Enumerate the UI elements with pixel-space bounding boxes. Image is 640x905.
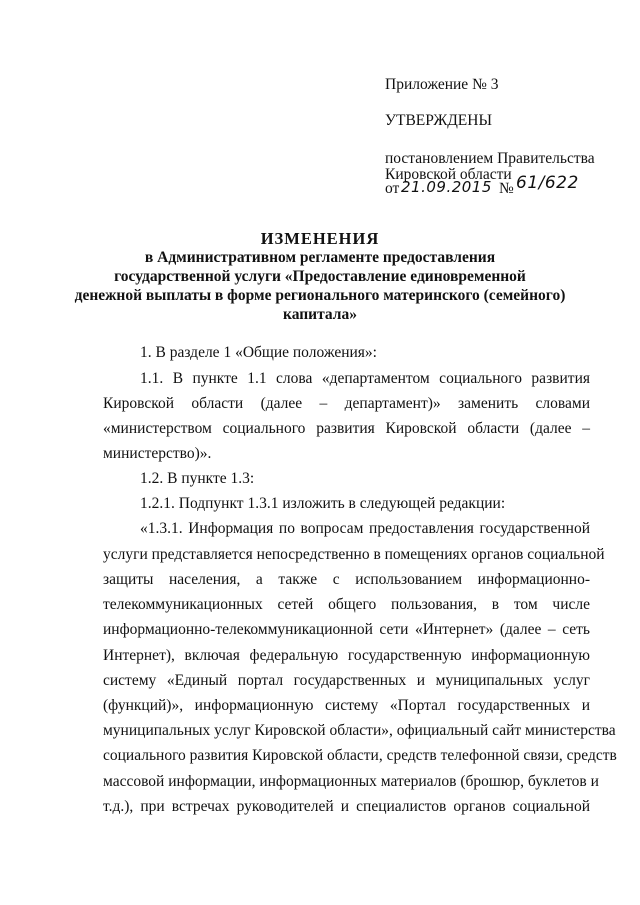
body-line: информационно-телекоммуникационной сети «Интернет» (далее – сеть [103, 621, 590, 638]
title-line-4: капитала» [283, 306, 357, 323]
approved-label: УТВЕРЖДЕНЫ [385, 112, 492, 129]
body-line: 1. В разделе 1 «Общие положения»: [140, 344, 377, 361]
resolution-line-2: Кировской области [385, 166, 512, 183]
body-line: защиты населения, а также с использованием информационно- [103, 571, 590, 588]
body-line: т.д.), при встречах руководителей и специалистов органов социальной [103, 798, 590, 815]
body-line: 1.2.1. Подпункт 1.3.1 изложить в следующей редакции: [140, 495, 506, 512]
appendix-label: Приложение № 3 [385, 76, 499, 93]
body-line: социального развития Кировской области, средств телефонной связи, средств [103, 747, 617, 764]
body-line: телекоммуникационных сетей общего пользования, в том числе [103, 596, 590, 613]
handwritten-date: 21.09.2015 [401, 178, 492, 196]
body-line: 1.1. В пункте 1.1 слова «департаментом социального развития [140, 370, 590, 387]
document-title: ИЗМЕНЕНИЯ [260, 229, 380, 248]
body-line: «1.3.1. Информация по вопросам предоставления государственной [140, 520, 590, 537]
title-line-3: денежной выплаты в форме регионального материнского (семейного) [74, 287, 566, 304]
body-line: муниципальных услуг Кировской области», официальный сайт министерства [103, 722, 616, 739]
date-prefix: от [385, 180, 400, 197]
title-line-2: государственной услуги «Предоставление единовременной [114, 268, 526, 285]
body-line: массовой информации, информационных материалов (брошюр, буклетов и [103, 773, 599, 790]
number-label: № [499, 180, 514, 197]
body-line: систему «Единый портал государственных и муниципальных услуг [103, 672, 590, 689]
body-line: услуги представляется непосредственно в помещениях органов социальной [103, 546, 605, 563]
handwritten-number: 61/622 [516, 173, 579, 193]
resolution-line-1: постановлением Правительства [385, 150, 595, 167]
body-line: «министерством социального развития Кировской области (далее – [103, 420, 590, 437]
body-line: Интернет), включая федеральную государственную информационную [103, 647, 590, 664]
body-line: 1.2. В пункте 1.3: [140, 470, 255, 487]
title-line-1: в Административном регламенте предоставления [144, 249, 496, 266]
body-line: Кировской области (далее – департамент)» заменить словами [103, 395, 590, 412]
body-line: (функций)», информационную систему «Портал государственных и [103, 697, 590, 714]
body-line: министерство)». [103, 445, 212, 462]
